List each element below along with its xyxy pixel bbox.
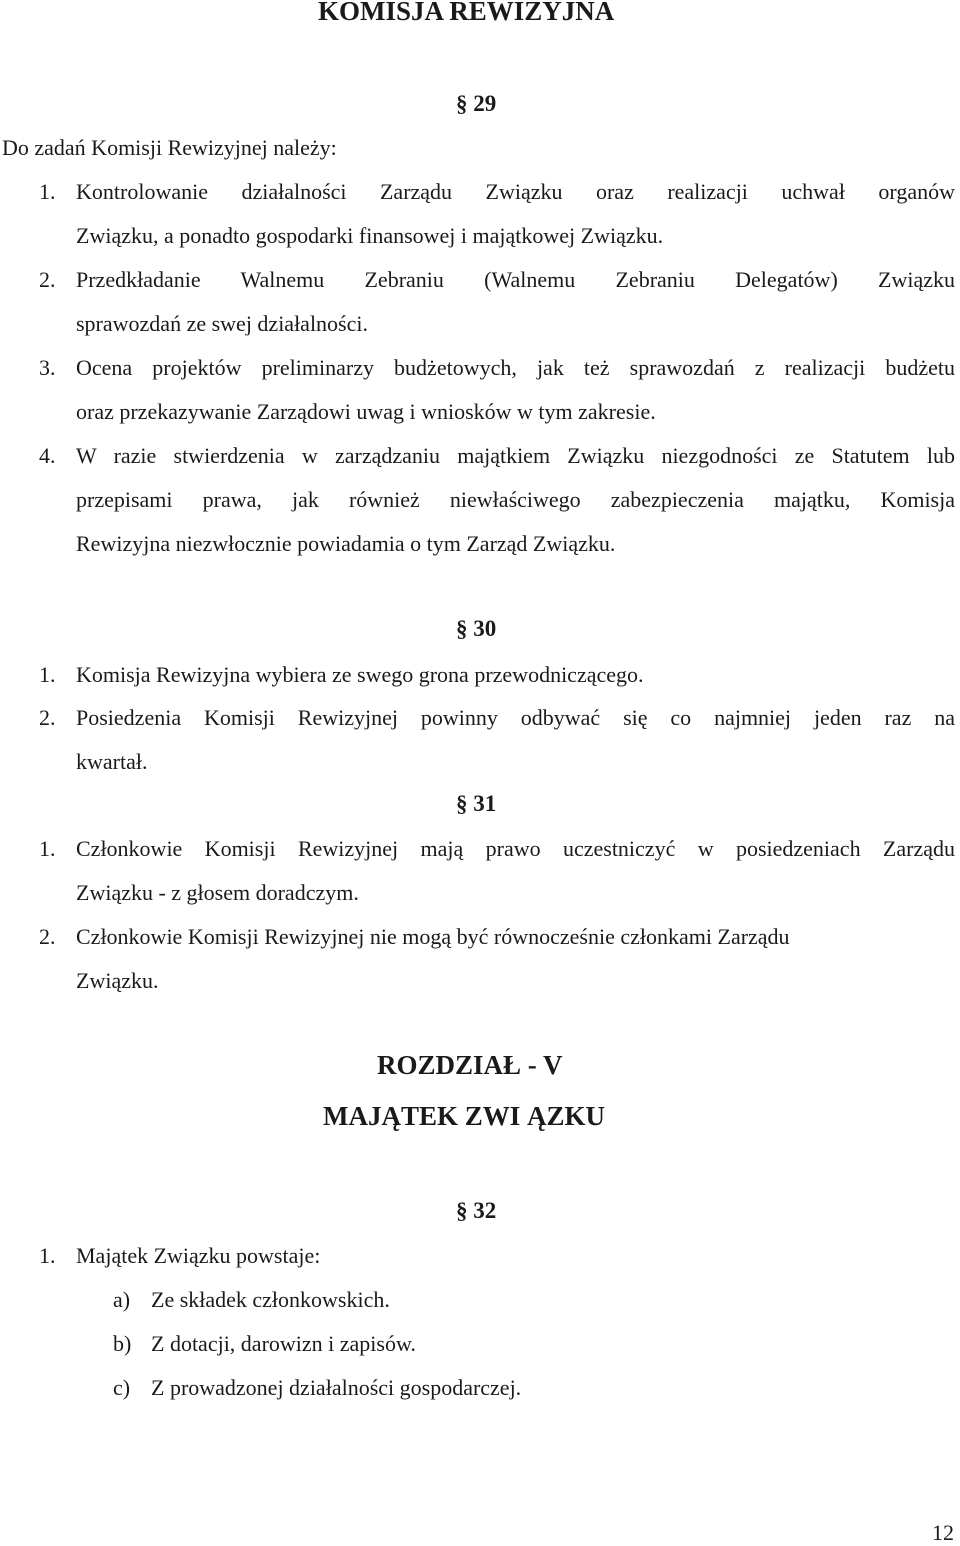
list-item: Członkowie Komisji Rewizyjnej nie mogą być równocześnie członkami Zarządu Związku. bbox=[76, 924, 790, 993]
paragraph-mark-31: § 31 bbox=[456, 791, 497, 816]
item-number: 2. bbox=[39, 924, 56, 949]
item-number: 3. bbox=[39, 355, 56, 380]
paragraph-mark-30: § 30 bbox=[456, 616, 497, 641]
item-number: 1. bbox=[39, 836, 56, 861]
list-item: W razie stwierdzenia w zarządzaniu majątkiem Związku niezgodności ze Statutem lub przepisami prawa, jak również niewłaściwego zabezpieczenia majątku, Komisja Rewizyjna niezwłocznie powiadamia o tym Zarząd Związku. bbox=[76, 443, 955, 556]
item-number: 1. bbox=[39, 662, 56, 687]
list-item: Przedkładanie Walnemu Zebraniu (Walnemu Zebraniu Delegatów) Związku sprawozdań ze swej działalności. bbox=[76, 267, 955, 336]
sub-item-label: a) bbox=[113, 1287, 131, 1312]
sub-item-text: Z prowadzonej działalności gospodarczej. bbox=[151, 1375, 522, 1400]
page-number: 12 bbox=[932, 1520, 954, 1545]
item-number: 2. bbox=[39, 705, 56, 730]
list-item: Komisja Rewizyjna wybiera ze swego grona przewodniczącego. bbox=[76, 662, 644, 687]
chapter-title: ROZDZIAŁ - V bbox=[377, 1050, 563, 1080]
list-item: Majątek Związku powstaje: bbox=[76, 1243, 321, 1268]
intro-text: Do zadań Komisji Rewizyjnej należy: bbox=[2, 135, 337, 160]
list-item: Kontrolowanie działalności Zarządu Związku oraz realizacji uchwał organów Związku, a ponadto gospodarki finansowej i majątkowej Związku. bbox=[76, 179, 955, 248]
sub-item-label: b) bbox=[113, 1331, 132, 1356]
list-item: Członkowie Komisji Rewizyjnej mają prawo uczestniczyć w posiedzeniach Zarządu Związku - z głosem doradczym. bbox=[76, 836, 955, 905]
paragraph-mark-32: § 32 bbox=[456, 1198, 497, 1223]
sub-item-text: Z dotacji, darowizn i zapisów. bbox=[151, 1331, 416, 1356]
item-number: 2. bbox=[39, 267, 56, 292]
sub-item-text: Ze składek członkowskich. bbox=[151, 1287, 390, 1312]
sub-item-label: c) bbox=[113, 1375, 131, 1400]
item-number: 1. bbox=[39, 1243, 56, 1268]
section-heading: KOMISJA REWIZYJNA bbox=[318, 0, 615, 26]
item-number: 1. bbox=[39, 179, 56, 204]
item-number: 4. bbox=[39, 443, 56, 468]
paragraph-mark-29: § 29 bbox=[456, 91, 497, 116]
list-item: Ocena projektów preliminarzy budżetowych, jak też sprawozdań z realizacji budżetu oraz przekazywanie Zarządowi uwag i wniosków w tym zakresie. bbox=[76, 355, 955, 424]
chapter-subtitle: MAJĄTEK ZWI ĄZKU bbox=[323, 1101, 606, 1131]
list-item: Posiedzenia Komisji Rewizyjnej powinny odbywać się co najmniej jeden raz na kwartał. bbox=[76, 705, 955, 774]
